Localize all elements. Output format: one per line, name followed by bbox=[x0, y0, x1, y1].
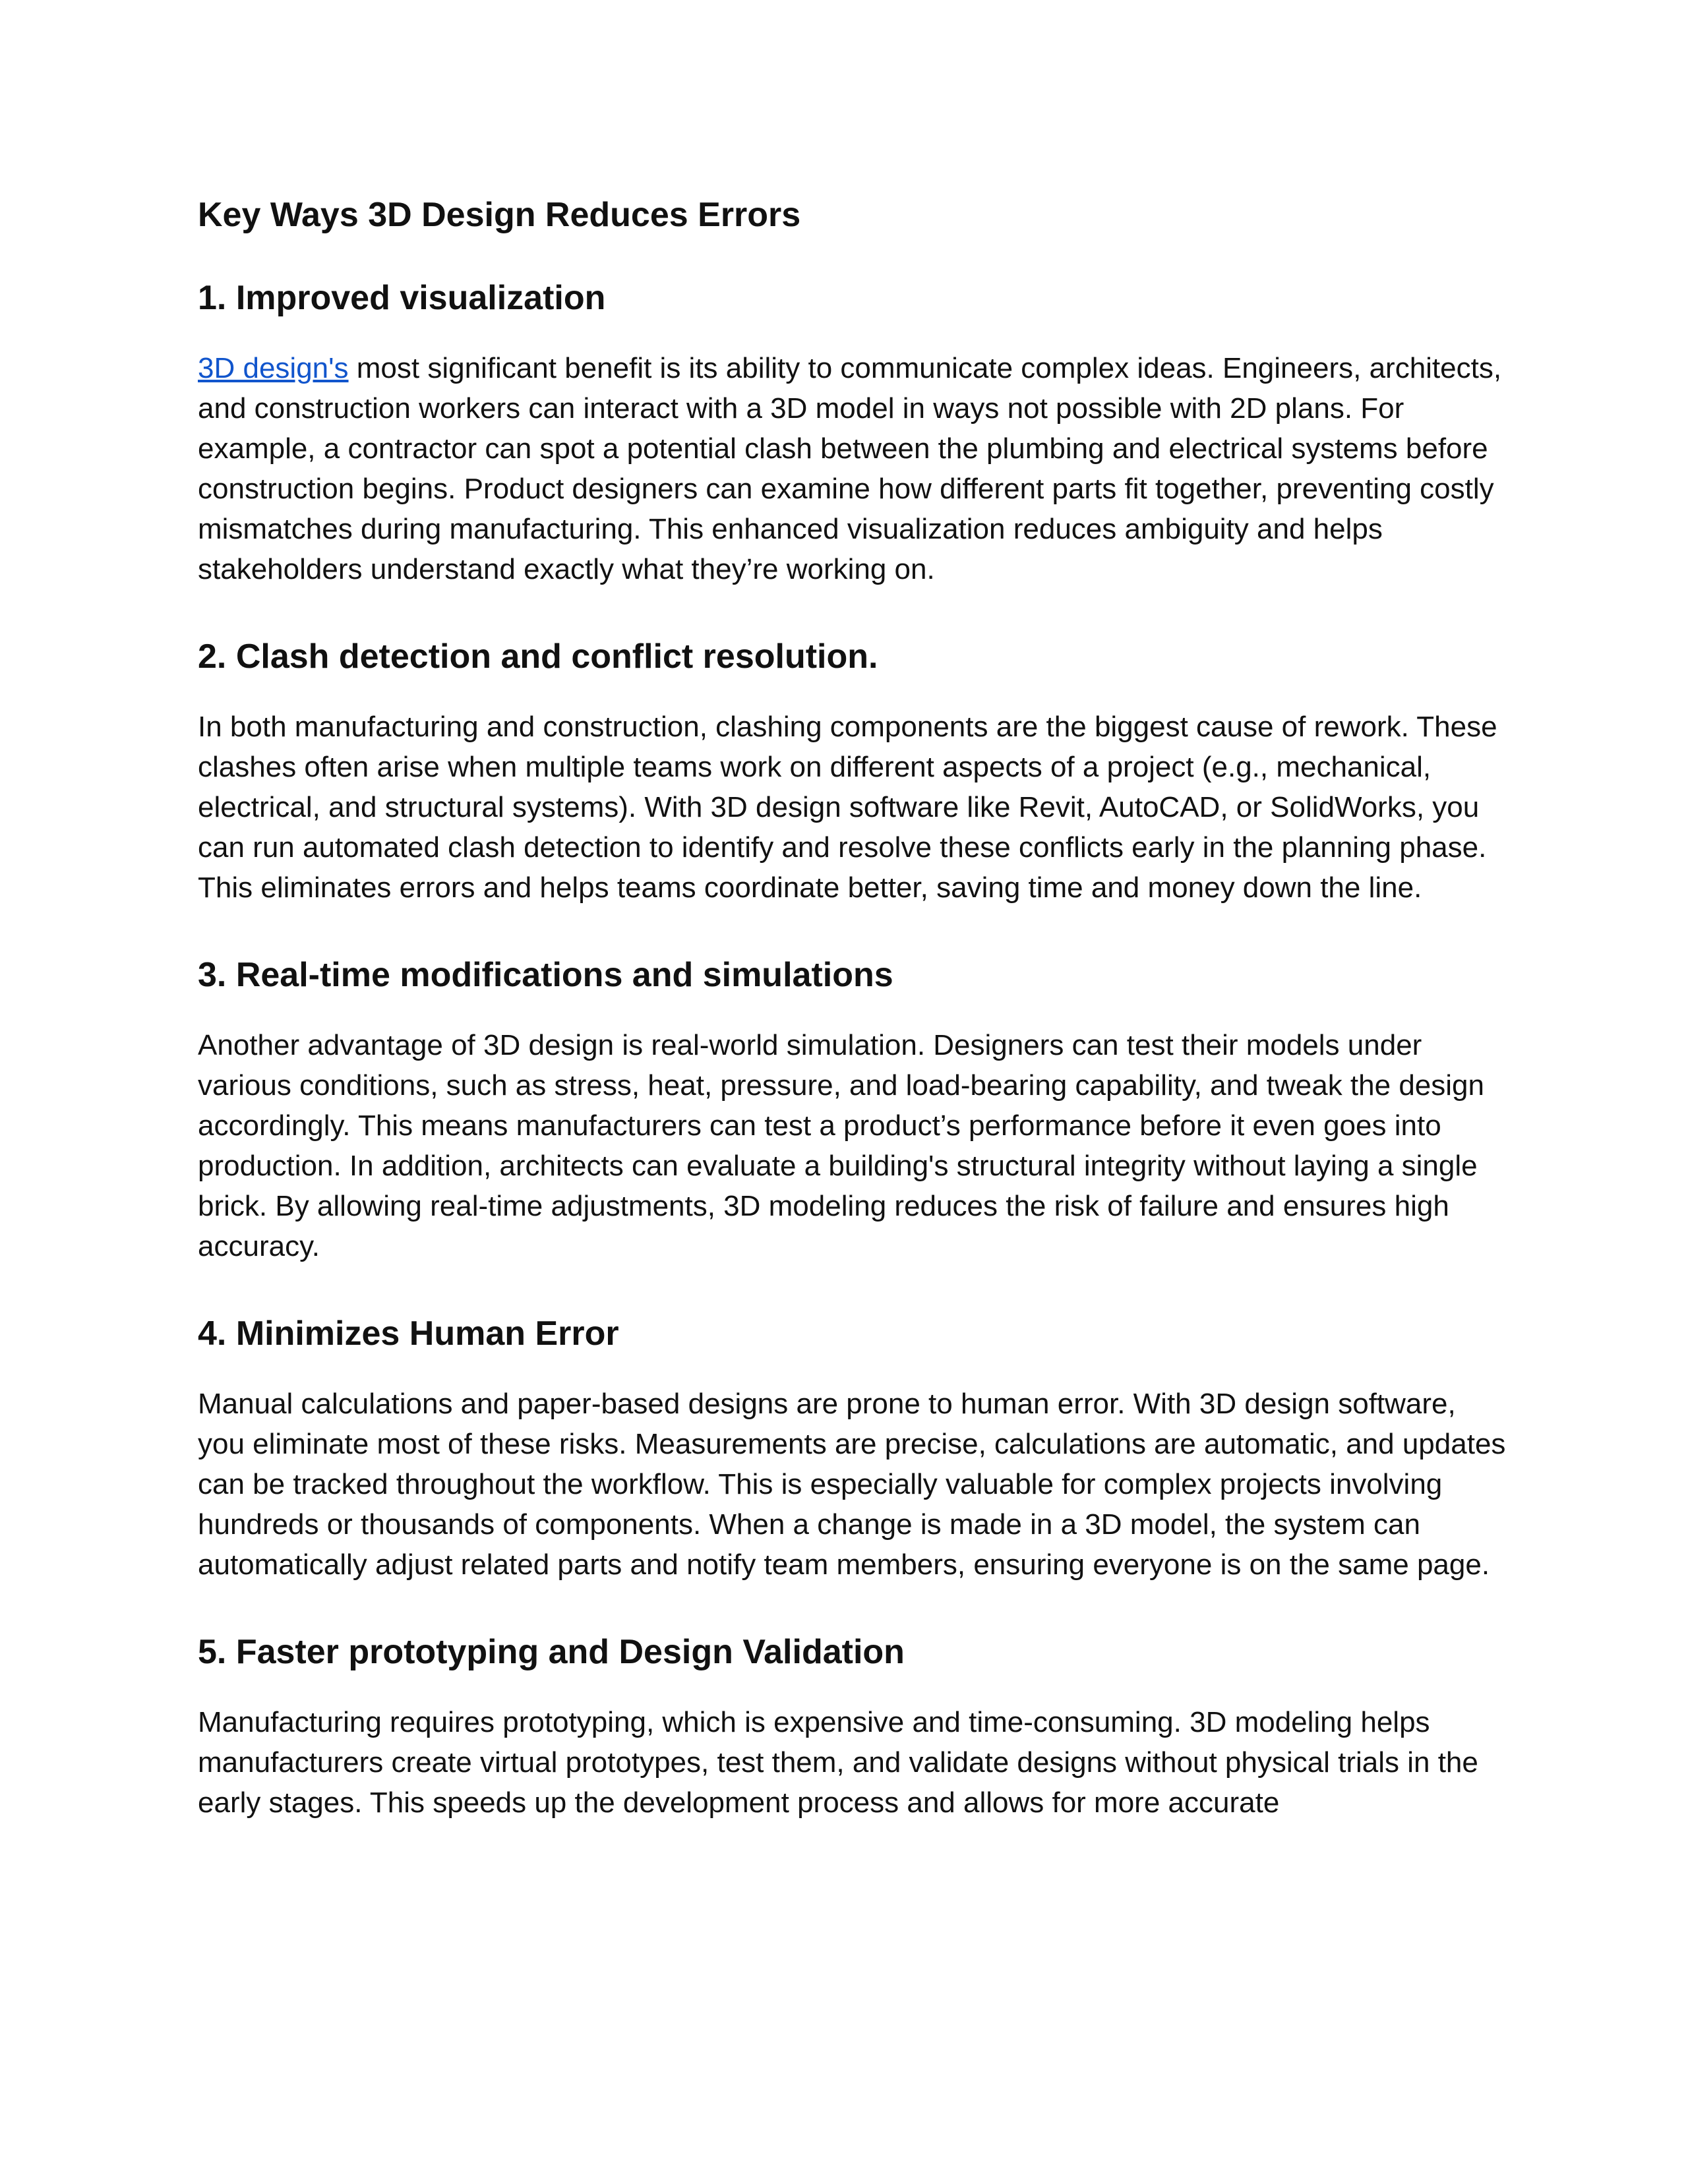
section-body: Manual calculations and paper-based designs are prone to human error. With 3D design software, you eliminate most of these risks. Measurements are precise, calculations are automatic, and updates can be tracked throughout the workflow. This is especially valuable for complex projects involving hundreds or thousands of components. When a change is made in a 3D model, the system can automatically adjust related parts and notify team members, ensuring everyone is on the same page. bbox=[198, 1388, 1506, 1581]
section-heading: 4. Minimizes Human Error bbox=[198, 1314, 619, 1353]
section-heading: 2. Clash detection and conflict resolution. bbox=[198, 637, 878, 676]
section-clash-detection bbox=[198, 633, 1510, 908]
section-faster-prototyping bbox=[198, 1628, 1510, 1823]
section-body: In both manufacturing and construction, clashing components are the biggest cause of rework. These clashes often arise when multiple teams work on different aspects of a project (e.g., mechanical, electrical, and structural systems). With 3D design software like Revit, AutoCAD, or SolidWorks, you can run automated clash detection to identify and resolve these conflicts early in the planning phase. This eliminates errors and helps teams coordinate better, saving time and money down the line. bbox=[198, 711, 1497, 904]
3d-design-link[interactable]: 3D design's bbox=[198, 352, 349, 384]
section-heading: 1. Improved visualization bbox=[198, 279, 606, 317]
section-improved-visualization bbox=[198, 274, 1510, 589]
page-title: Key Ways 3D Design Reduces Errors bbox=[198, 196, 801, 234]
section-body bbox=[198, 348, 1510, 589]
section-heading: 3. Real-time modifications and simulations bbox=[198, 956, 893, 994]
section-body: Another advantage of 3D design is real-world simulation. Designers can test their models under various conditions, such as stress, heat, pressure, and load-bearing capability, and tweak the design accordingly. This means manufacturers can test a product’s performance before it even goes into production. In addition, architects can evaluate a building's structural integrity without laying a single brick. By allowing real-time adjustments, 3D modeling reduces the risk of failure and ensures high accuracy. bbox=[198, 1029, 1484, 1262]
document-page bbox=[198, 191, 1510, 1866]
section-body: Manufacturing requires prototyping, which is expensive and time-consuming. 3D modeling helps manufacturers create virtual prototypes, test them, and validate designs without physical trials in the early stages. This speeds up the development process and allows for more accurate bbox=[198, 1706, 1478, 1819]
section-body-text: most significant benefit is its ability to communicate complex ideas. Engineers, architects, and construction workers can interact with a 3D model in ways not possible with 2D plans. For example, a contractor can spot a potential clash between the plumbing and electrical systems before construction begins. Product designers can examine how different parts fit together, preventing costly mismatches during manufacturing. This enhanced visualization reduces ambiguity and helps stakeholders understand exactly what they’re working on. bbox=[198, 352, 1502, 585]
section-heading: 5. Faster prototyping and Design Validation bbox=[198, 1633, 905, 1671]
section-real-time-modifications bbox=[198, 951, 1510, 1266]
section-minimizes-human-error bbox=[198, 1310, 1510, 1585]
